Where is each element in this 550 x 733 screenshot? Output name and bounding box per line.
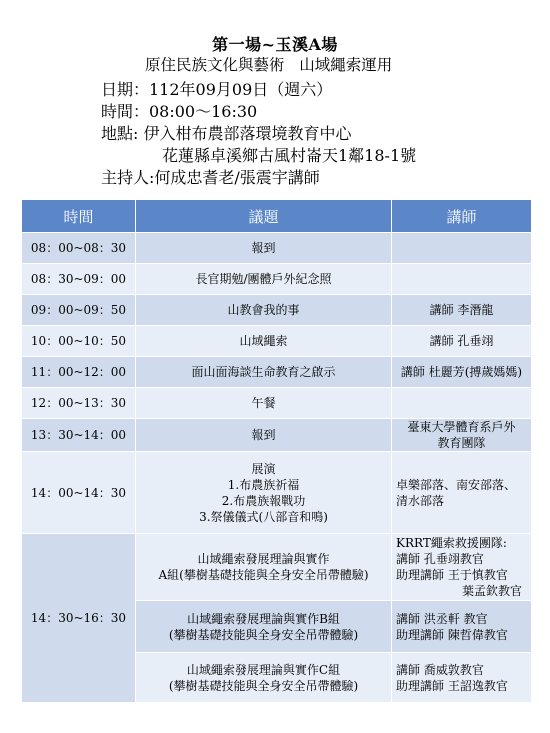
speaker-cell	[392, 295, 532, 326]
topic-cell-line: 山教會我的事	[227, 303, 300, 317]
table-row	[22, 419, 532, 452]
time-cell: 08：30~09：00	[22, 264, 136, 295]
speaker-cell-line: 葉孟欽教官	[462, 584, 523, 598]
table-row	[22, 264, 532, 295]
event-date: 日期：112年09月09日（週六）	[101, 80, 333, 99]
speaker-cell	[392, 264, 532, 295]
speaker-cell	[392, 388, 532, 419]
speaker-cell	[392, 419, 532, 452]
topic-cell-line: 3.祭儀儀式(八部音和鳴)	[199, 509, 328, 524]
topic-cell	[136, 326, 392, 357]
speaker-cell-line: 卓樂部落、南安部落、	[396, 477, 517, 492]
topic-cell	[136, 388, 392, 419]
speaker-cell-line: 講師 孔垂翊	[429, 334, 494, 348]
speaker-cell	[392, 534, 532, 601]
topic-cell-line: 山域繩索發展理論與實作	[197, 552, 330, 566]
table-row	[22, 357, 532, 388]
topic-cell-line: 報到	[251, 241, 276, 255]
speaker-cell-line: 清水部落	[396, 493, 445, 508]
speaker-cell-line: 助理講師 陳哲偉教官	[396, 627, 508, 642]
topic-cell	[136, 534, 392, 601]
schedule-body	[22, 233, 532, 703]
topic-cell-line: 山域繩索發展理論與實作B組	[187, 611, 340, 626]
event-title: 第一場~玉溪A場	[212, 35, 338, 54]
speaker-cell-line: 助理講師 王于慎教官	[396, 568, 508, 582]
event-host: 主持人:何成忠耆老/張震宇講師	[101, 168, 320, 187]
event-subtitle: 原住民族文化與藝術 山域繩索運用	[145, 56, 393, 74]
speaker-cell-line: 講師 孔垂翊教官	[396, 552, 484, 566]
table-row	[22, 233, 532, 264]
speaker-cell-line: 講師 李潛龍	[429, 303, 494, 317]
table-row	[22, 326, 532, 357]
table-row	[22, 534, 532, 601]
topic-cell	[136, 295, 392, 326]
speaker-cell	[392, 452, 532, 534]
event-location: 地點: 伊入柑布農部落環境教育中心	[101, 124, 352, 143]
schedule-table	[21, 199, 532, 703]
topic-cell-line: 2.布農族報戰功	[221, 493, 306, 508]
time-cell: 08：00~08：30	[22, 233, 136, 264]
speaker-cell-line: 講師 洪丞軒 教官	[396, 611, 488, 626]
topic-cell-line: 展演	[251, 461, 276, 476]
speaker-cell	[392, 326, 532, 357]
time-cell: 11：00~12：00	[22, 357, 136, 388]
speaker-cell-line: 教育團隊	[437, 436, 486, 450]
topic-cell	[136, 653, 392, 703]
speaker-cell-line: 講師 喬威敦教官	[396, 662, 484, 677]
topic-cell	[136, 233, 392, 264]
speaker-cell-line: KRRT繩索救援團隊:	[396, 536, 507, 550]
table-row	[22, 295, 532, 326]
time-cell: 10：00~10：50	[22, 326, 136, 357]
table-row	[22, 452, 532, 534]
time-cell: 14：00~14：30	[22, 452, 136, 534]
time-cell: 09：00~09：50	[22, 295, 136, 326]
speaker-cell-line: 臺東大學體育系戶外	[407, 420, 516, 434]
speaker-cell	[392, 233, 532, 264]
speaker-cell-line: 助理講師 王詔逸教官	[396, 678, 508, 693]
topic-cell-line: 山域繩索發展理論與實作C組	[186, 662, 341, 677]
speaker-cell	[392, 601, 532, 653]
header-time: 時間	[22, 200, 136, 233]
topic-cell-line: 長官期勉/團體戶外紀念照	[195, 272, 332, 286]
time-cell: 14：30~16：30	[22, 534, 136, 703]
event-time: 時間：08:00～16:30	[101, 102, 258, 121]
speaker-cell-line: 講師 杜麗芳(搏歲媽媽)	[400, 365, 523, 379]
topic-cell-line: (攀樹基礎技能與全身安全吊帶體驗)	[168, 627, 359, 642]
topic-cell	[136, 601, 392, 653]
topic-cell-line: 1.布農族祈福	[227, 477, 300, 492]
header-speaker: 講師	[392, 200, 532, 233]
topic-cell-line: A組(攀樹基礎技能與全身安全吊帶體驗)	[158, 568, 369, 582]
event-address: 花蓮縣卓溪鄉古風村崙天1鄰18-1號	[162, 146, 417, 165]
topic-cell-line: 午餐	[251, 396, 276, 410]
header-topic: 議題	[136, 200, 392, 233]
topic-cell	[136, 357, 392, 388]
topic-cell	[136, 452, 392, 534]
table-row	[22, 388, 532, 419]
topic-cell	[136, 419, 392, 452]
time-cell: 13：30~14：00	[22, 419, 136, 452]
speaker-cell	[392, 653, 532, 703]
speaker-cell	[392, 357, 532, 388]
topic-cell-line: 山域繩索	[239, 334, 288, 348]
topic-cell-line: 面山面海談生命教育之啟示	[191, 365, 336, 379]
topic-cell-line: 報到	[251, 428, 276, 442]
topic-cell-line: (攀樹基礎技能與全身安全吊帶體驗)	[168, 678, 359, 693]
topic-cell	[136, 264, 392, 295]
time-cell: 12：00~13：30	[22, 388, 136, 419]
